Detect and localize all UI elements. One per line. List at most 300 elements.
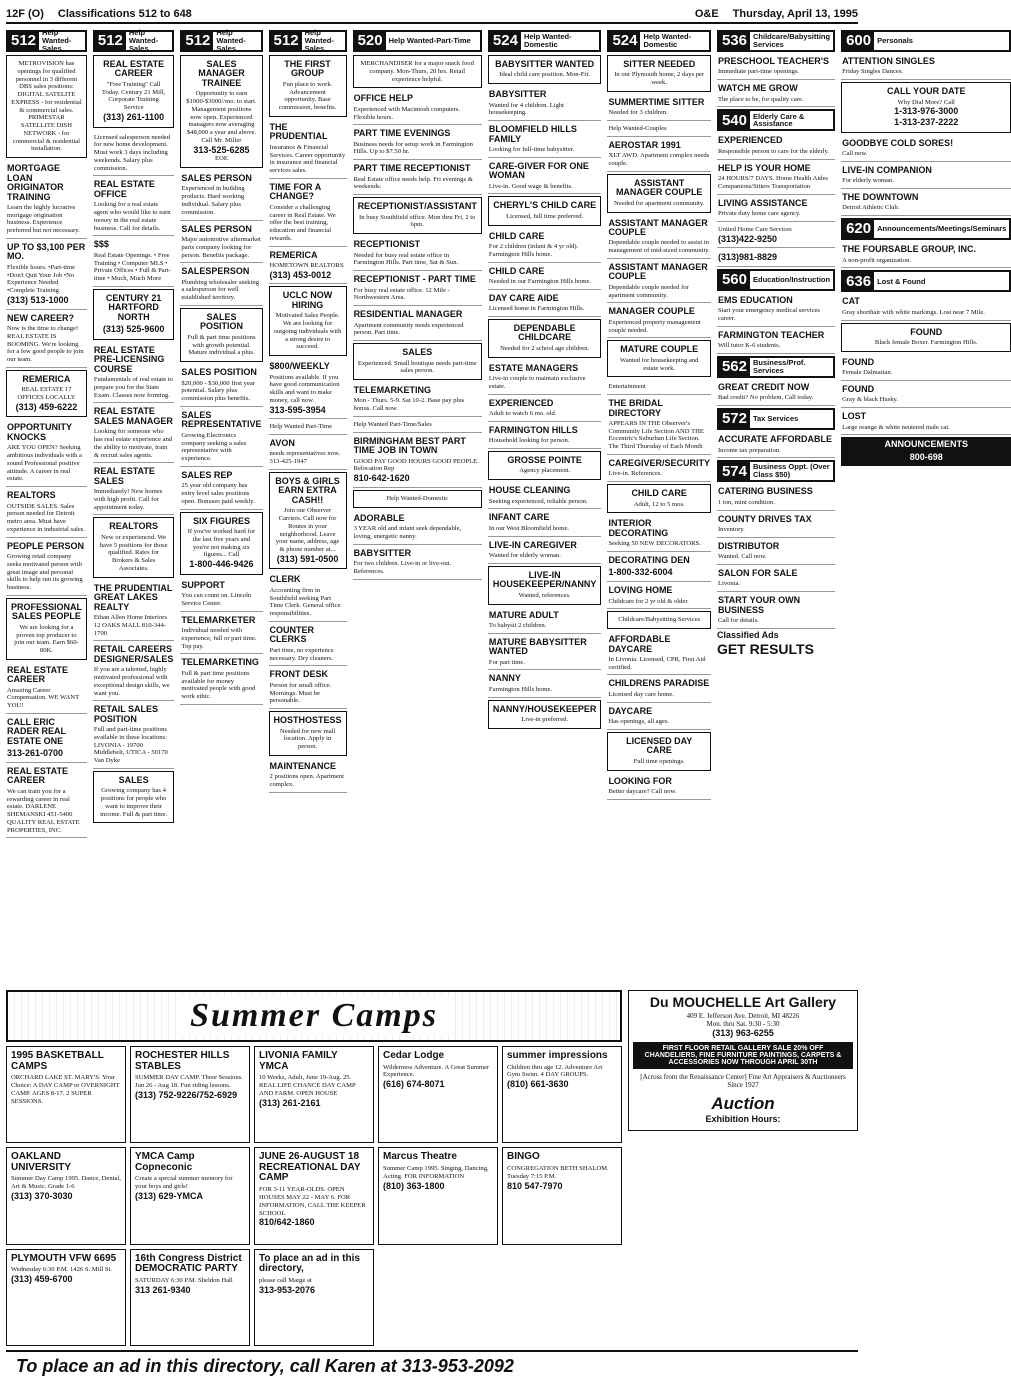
classified-column xyxy=(607,28,711,988)
ad-headline: PROFESSIONAL SALES PEOPLE xyxy=(11,601,83,622)
ad-headline: INTERIOR DECORATING xyxy=(608,518,669,538)
classified-ad xyxy=(488,196,602,225)
classified-ad xyxy=(93,582,175,642)
ad-body: Ideal child care position. Mon-Fri. xyxy=(499,71,591,79)
classified-ad xyxy=(841,191,1011,216)
classified-ad xyxy=(607,484,711,513)
ad-headline: CHILD CARE xyxy=(488,265,545,276)
ad-body: Insurance & Financial Services. Career opportunity in insurance and financial services sales. xyxy=(269,143,346,175)
ad-headline: OPPORTUNITY KNOCKS xyxy=(7,422,72,442)
ad-body: GOOD PAY GOOD HOURS GOOD PEOPLE. Relocation Rep xyxy=(353,457,479,473)
classified-ad xyxy=(607,633,711,675)
ad-headline: DAYCARE xyxy=(608,705,653,716)
ad-headline: CALL ERIC RADER REAL ESTATE ONE xyxy=(7,716,66,746)
ad-headline: CENTURY 21 HARTFORD NORTH xyxy=(105,292,162,322)
classified-ad xyxy=(269,624,347,666)
classified-ad xyxy=(6,664,87,714)
ad-headline: ASSISTANT MANAGER COUPLE xyxy=(615,177,703,198)
ad-body: Entertainment xyxy=(608,383,646,391)
section-header xyxy=(717,408,835,430)
classified-ad xyxy=(488,672,602,697)
ad-body: Positions available. If you have good communication skills and want to make money, call now. xyxy=(269,373,340,404)
ad-headline: DAY CARE AIDE xyxy=(488,292,559,303)
ad-phone: 1-313-976-3000 xyxy=(894,106,959,117)
classified-ad xyxy=(488,123,602,158)
classified-ad xyxy=(180,656,262,705)
camp-headline: LIVONIA FAMILY YMCA xyxy=(259,1050,338,1072)
bingo-phone: 313-953-2076 xyxy=(259,1284,316,1295)
ad-headline: RETAIL SALES POSITION xyxy=(93,704,159,724)
classified-ad xyxy=(180,469,262,510)
classified-ad xyxy=(488,451,602,480)
ad-headline: BIRMINGHAM BEST PART TIME JOB IN TOWN xyxy=(353,435,466,456)
section-number: 572 xyxy=(719,410,750,428)
ad-body: Motivated Sales People. We are looking for outgoing individuals with a strong desire to succeed. xyxy=(273,312,342,351)
ad-headline: GROSSE POINTE xyxy=(507,455,582,466)
ad-headline: RECEPTIONIST xyxy=(353,239,421,250)
ad-body: Looking for someone who has real estate experience and the ability to motivate, train & recruit sales agents. xyxy=(93,428,173,459)
ad-headline: MORTGAGE LOAN ORIGINATOR TRAINING xyxy=(7,163,64,202)
classified-ad xyxy=(488,566,602,605)
section-label: Business Oppt. (Over Class $50) xyxy=(752,462,830,480)
ad-body: Apartment community needs experienced person. Part time. xyxy=(353,321,464,337)
classified-ad xyxy=(607,457,711,482)
section-label: Personals xyxy=(877,36,913,46)
ad-body: Full time openings. xyxy=(633,757,685,765)
classified-ad xyxy=(717,162,835,195)
classified-ad xyxy=(353,238,482,271)
ad-headline: $$$ xyxy=(93,239,109,250)
classified-ad xyxy=(717,329,835,354)
camp-body: 10 Weeks, Adult, June 19-Aug. 25. REAL LIFE CHANCE DAY CAMP AND FARM. OPEN HOUSE xyxy=(259,1074,356,1097)
ad-body: In Livonia. Licensed, CPR, First Aid certified. xyxy=(608,655,706,671)
ad-headline: CHILD CARE xyxy=(631,488,687,499)
ad-body: For 2 children (infant & 4 yr old). Farmington Hills home. xyxy=(488,243,579,258)
classified-ad xyxy=(93,703,175,769)
ad-body: Real Estate Openings. • Free Training • Computer MLS • Private Offices • Full & Part-time • Much, Much More xyxy=(93,251,171,283)
ad-headline: TIME FOR A CHANGE? xyxy=(269,181,321,202)
ad-body: Livonia. xyxy=(717,580,741,588)
classified-ad xyxy=(93,771,175,824)
ad-body: 1 ton, mint condition. xyxy=(717,498,775,506)
ad-headline: LIVE-IN CAREGIVER xyxy=(488,539,577,550)
ad-headline: SALESPERSON xyxy=(181,266,250,277)
ad-body: Licensed, full time preferred. xyxy=(506,212,584,220)
ad-body: Business needs for setup work in Farmington Hills. Up to $7.50 hr. xyxy=(353,140,473,156)
ad-headline: REAL ESTATE SALES xyxy=(93,466,155,486)
ad-headline: LOOKING FOR xyxy=(608,775,672,786)
ad-headline: FOUND xyxy=(842,356,875,367)
camp-headline: BINGO xyxy=(507,1151,540,1163)
ad-headline: CLERK xyxy=(269,574,301,585)
classified-ad xyxy=(488,424,602,449)
ad-body: Help Wanted Part-Time/Sales xyxy=(353,421,432,429)
ad-body: For elderly woman. xyxy=(842,177,894,185)
classified-ad xyxy=(353,512,482,545)
classified-ad xyxy=(269,668,347,709)
ad-headline: CHILD CARE xyxy=(488,230,545,241)
ad-headline: INFANT CARE xyxy=(488,512,550,523)
ad-body: Major automotive aftermarket parts company looking for person. Benefits package. xyxy=(181,235,261,259)
ad-headline: NEW CAREER? xyxy=(7,312,74,323)
camp-phone: (313) 261-2161 xyxy=(259,1097,321,1108)
ad-headline: EMS EDUCATION xyxy=(717,294,793,305)
ad-headline: OFFICE HELP xyxy=(353,93,414,104)
issue-date: Thursday, April 13, 1995 xyxy=(732,8,858,20)
classified-ad xyxy=(607,261,711,303)
ad-headline: REALTORS xyxy=(109,521,158,532)
section-number: 636 xyxy=(843,272,874,290)
page-number: 12F (O) xyxy=(6,8,44,20)
classified-ad xyxy=(717,82,835,107)
camp-ad xyxy=(6,1147,126,1244)
ad-body: Seeking 50 NEW DECORATORS. xyxy=(608,540,701,548)
camp-headline: Marcus Theatre xyxy=(383,1151,457,1163)
ad-headline: CARE-GIVER FOR ONE WOMAN xyxy=(488,160,589,181)
ad-body: OUTSIDE SALES. Sales person needed for Detroit metro area. Must have experience in industrial sales. xyxy=(7,502,85,533)
ad-body: 25 year old company has entry level sales positions open. Bonuses paid weekly. xyxy=(181,482,255,505)
ad-headline: LICENSED DAY CARE xyxy=(626,735,693,756)
ad-body: Detroit Athletic Club. xyxy=(842,204,900,212)
camp-headline: ROCHESTER HILLS STABLES xyxy=(135,1050,230,1072)
section-header xyxy=(717,30,835,52)
ad-headline: FRONT DESK xyxy=(269,669,329,680)
ad-headline: PART TIME RECEPTIONIST xyxy=(353,163,471,174)
ad-body: 24 HOURS/7 DAYS. Home Health Aides Companions/Sitters Transportation xyxy=(717,175,828,190)
ad-body: Live-in preferred. xyxy=(521,715,569,723)
classified-column xyxy=(180,28,262,988)
classified-ad xyxy=(488,230,602,263)
ad-body: You can count on. Lincoln Service Center. xyxy=(181,592,252,607)
ad-body: Help Wanted-Domestic xyxy=(386,494,449,502)
bingo-headline: PLYMOUTH VFW 6695 xyxy=(11,1252,117,1264)
classified-column xyxy=(353,28,482,988)
section-label: Tax Services xyxy=(752,414,799,424)
section-header xyxy=(488,30,602,52)
camp-phone: (616) 674-8071 xyxy=(383,1079,445,1090)
classified-ad xyxy=(488,609,602,634)
classified-ad xyxy=(717,540,835,565)
classified-ad xyxy=(93,132,175,177)
classified-ad xyxy=(269,286,347,356)
ad-body: Farmington Hills home. xyxy=(488,685,553,693)
ad-body: Accounting firm in Southfield seeking Part Time Clerk. General office responsibilities. xyxy=(269,586,341,618)
bingo-body: Wednesday 6:30 P.M. 1426 S. Mill St. xyxy=(11,1266,112,1274)
camp-ad xyxy=(502,1147,622,1244)
ad-body: Needed for 3 children. xyxy=(608,109,668,117)
classified-ad xyxy=(269,760,347,793)
ad-body: Growing Electronics company seeking a sales representative with experience. xyxy=(181,431,247,463)
ad-headline: NANNY/HOUSEKEEPER xyxy=(492,703,597,714)
right-panel xyxy=(628,990,858,1346)
camp-headline: summer impressions xyxy=(507,1050,608,1061)
classified-ad xyxy=(353,547,482,580)
classified-ad xyxy=(717,433,835,458)
ad-headline: ACCURATE AFFORDABLE xyxy=(717,434,832,445)
ad-headline: THE PRUDENTIAL GREAT LAKES REALTY xyxy=(93,582,173,612)
ad-headline: RESIDENTIAL MANAGER xyxy=(353,309,463,320)
ad-headline: CHERYL'S CHILD CARE xyxy=(493,200,597,211)
ad-headline: LIVE-IN HOUSEKEEPER/NANNY xyxy=(492,569,597,590)
classified-ad xyxy=(93,643,175,701)
camp-headline: YMCA Camp Copneconic xyxy=(135,1151,195,1173)
classified-columns xyxy=(6,28,1007,988)
classified-ad xyxy=(6,162,87,239)
ad-body: United Home Care Services xyxy=(717,225,792,233)
classified-ad xyxy=(6,55,87,158)
ad-body: Bad credit? No problem. Call today. xyxy=(717,394,814,402)
classified-column xyxy=(269,28,347,988)
classified-ad xyxy=(607,554,711,582)
classified-ad xyxy=(488,55,602,84)
classified-ad xyxy=(488,397,602,422)
ad-headline: REMERICA xyxy=(269,249,318,260)
announcements-label: ANNOUNCEMENTS xyxy=(884,439,968,450)
classified-ad xyxy=(717,381,835,406)
ad-headline: REAL ESTATE CAREER xyxy=(103,59,165,79)
classified-ad xyxy=(488,700,602,729)
ad-body: Live-in. Good wage & benefits. xyxy=(488,182,573,190)
section-label: Help Wanted-Sales xyxy=(42,28,72,53)
ad-body: Needed for busy real estate office in Farmington Hills. Part time, Sat & Sun. xyxy=(353,251,459,267)
section-number: 512 xyxy=(182,32,213,50)
ad-body: Adult, 12 to 5 mos. xyxy=(633,500,685,508)
section-label: Help Wanted-Part-Time xyxy=(388,36,471,46)
section-label: Childcare/Babysitting Services xyxy=(752,32,831,49)
section-header xyxy=(841,30,1011,52)
section-label: Help Wanted-Sales xyxy=(304,28,334,53)
ad-body: Agency placement. xyxy=(519,467,571,475)
ad-body: Childcare for 2 yr old & older. xyxy=(608,597,689,605)
ad-phone: 1-800-332-6004 xyxy=(608,567,673,578)
ad-headline: START YOUR OWN BUSINESS xyxy=(717,595,801,615)
ad-headline: THE DOWNTOWN xyxy=(842,192,919,203)
ad-headline: FOUND xyxy=(842,384,875,395)
section-number: 600 xyxy=(843,32,874,50)
camp-body: Summer Day Camp 1995. Dance, Dental, Art & Music. Grade 1-6 xyxy=(11,1175,121,1191)
camp-body: CONGREGATION BETH SHALOM. Tuesday 7:15 P.M. xyxy=(507,1164,609,1180)
ad-body: Friday Singles Dances. xyxy=(842,68,904,76)
ad-headline: ASSISTANT MANAGER COUPLE xyxy=(608,261,708,282)
ad-body: Needed for 2 school age children. xyxy=(500,344,590,352)
ad-body: Needed for new mall location. Apply in person. xyxy=(279,727,336,751)
bingo-body: please call Marge at xyxy=(259,1276,312,1284)
ad-body: The place to be, for quality care. xyxy=(717,95,804,103)
ad-body: For part time. xyxy=(488,658,525,666)
ad-body: Growing company has 4 positions for people who want to improve their income. Full & part time. xyxy=(100,787,168,818)
classified-ad xyxy=(269,421,347,435)
section-number: 524 xyxy=(490,32,521,50)
camp-ad xyxy=(378,1046,498,1143)
classified-ad xyxy=(841,164,1011,189)
ad-headline: THE BRIDAL DIRECTORY xyxy=(608,398,663,418)
classified-ad xyxy=(6,598,87,660)
ad-headline: TELEMARKETER xyxy=(181,614,256,625)
camp-phone: (313) 629-YMCA xyxy=(135,1191,204,1202)
ad-headline: MATURE ADULT xyxy=(488,609,559,620)
camp-ad xyxy=(6,1046,126,1143)
ad-headline: PRESCHOOL TEACHER'S xyxy=(717,56,829,66)
ad-headline: $800/WEEKLY xyxy=(269,361,330,372)
ad-body: We are looking for a proven top producer to join our team. Earn $60-80K. xyxy=(14,623,79,655)
section-number: 512 xyxy=(8,32,39,50)
camp-headline: JUNE 26-AUGUST 18 RECREATIONAL DAY CAMP xyxy=(259,1151,361,1184)
ad-body: New or experienced. We have 5 positions for those qualified. Rates for Brokers & Sales Associates. xyxy=(99,533,168,572)
ad-body: REAL ESTATE 17 OFFICES LOCALLY xyxy=(17,386,76,402)
ad-headline: ATTENTION SINGLES xyxy=(842,56,935,66)
ad-headline: ESTATE MANAGERS xyxy=(488,362,579,373)
section-number: 574 xyxy=(719,462,750,480)
ad-body: Flexible hours. •Part-time •Don't Quit Your Job •No Experience Needed •Complete Training xyxy=(7,263,76,295)
ad-body: Why Dial More? Call xyxy=(897,98,955,106)
classified-ad xyxy=(180,308,262,362)
classified-ad xyxy=(353,55,482,88)
ad-body: Licensed home in Farmington Hills. xyxy=(488,305,585,313)
ad-headline: TELEMARKETING xyxy=(353,385,432,396)
mouchelle-tagline: [Across from the Renaissance Center] Fine Art Appraisers & Auctioneers Since 1927 xyxy=(640,1072,846,1089)
ad-headline: CAREGIVER/SECURITY xyxy=(608,458,710,468)
mouchelle-sale-banner xyxy=(633,1042,853,1069)
ad-body: Will tutor K-6 students. xyxy=(717,342,781,350)
classified-ad xyxy=(488,160,602,195)
classified-ad xyxy=(93,405,175,463)
classified-ad xyxy=(488,319,602,358)
section-header xyxy=(6,30,87,52)
ad-headline: LIVING ASSISTANCE xyxy=(717,197,808,208)
ad-body: Wanted, references. xyxy=(518,591,571,599)
ad-headline: ADORABLE xyxy=(353,512,405,523)
classified-ad xyxy=(717,55,835,80)
paper-name: O&E xyxy=(694,8,719,20)
ad-headline: WATCH ME GROW xyxy=(717,83,798,94)
section-number: 560 xyxy=(719,271,750,289)
classified-ad xyxy=(180,265,262,306)
classified-ad xyxy=(269,711,347,756)
classified-ad xyxy=(353,273,482,306)
ad-headline: COUNTER CLERKS xyxy=(269,624,315,645)
ad-headline: THE FOURSABLE GROUP, INC. xyxy=(842,244,976,255)
classified-ad xyxy=(607,174,711,213)
section-number: 540 xyxy=(719,111,750,129)
camp-ad xyxy=(502,1046,622,1143)
classified-ad xyxy=(180,409,262,467)
ad-headline: SALES MANAGER TRAINEE xyxy=(198,59,245,88)
announcements-phone: 800-698 xyxy=(909,451,943,462)
ad-body: Dependable couple needed to assist in management of mid-sized community. xyxy=(608,239,710,255)
get-results-label: GET RESULTS xyxy=(716,641,814,658)
ad-headline: SALES PERSON xyxy=(181,173,252,184)
ad-headline: EXPERIENCED xyxy=(717,135,783,146)
classified-ad xyxy=(488,265,602,290)
camp-ad xyxy=(378,1147,498,1244)
ad-headline: ASSISTANT MANAGER COUPLE xyxy=(608,217,708,237)
section-header xyxy=(607,30,711,52)
ad-headline: FARMINGTON TEACHER xyxy=(717,329,825,340)
ad-headline: AVON xyxy=(269,437,295,448)
classified-ad xyxy=(841,356,1011,381)
classified-ad xyxy=(269,472,347,570)
section-label: Announcements/Meetings/Seminars xyxy=(877,224,1007,234)
classified-ad xyxy=(607,340,711,377)
ad-body: Private duty home care agency. xyxy=(717,210,801,218)
ad-body: Needed for apartment community. xyxy=(614,199,705,207)
classified-ad xyxy=(841,323,1011,352)
classified-ad xyxy=(353,127,482,160)
ad-body: Needed in our Farmington Hills home. xyxy=(488,278,592,286)
classified-ad xyxy=(717,513,835,538)
classified-ad xyxy=(93,344,175,404)
classified-ad xyxy=(841,55,1011,80)
classified-ad xyxy=(488,539,602,564)
ad-body: Experienced property management couple needed. xyxy=(608,318,701,334)
ad-body: Immediately! New homes with high profit. Call for appointment today. xyxy=(93,488,163,511)
ad-body: "Free Training" Call Today. Century 21 Mill, Corporate Training Service xyxy=(101,80,166,112)
ad-body: Start your emergency medical services career. xyxy=(717,307,820,322)
ad-headline: REMERICA xyxy=(22,373,71,384)
ad-body: Fundamentals of real estate to prepare you for the State Exam. Classes now forming. xyxy=(93,376,173,399)
classified-ad xyxy=(269,360,347,419)
ad-headline: FOUND xyxy=(910,326,943,337)
classified-ad xyxy=(180,512,262,575)
section-header xyxy=(717,356,835,378)
classified-ad xyxy=(607,96,711,121)
ad-body: Full & part time positions available for money motivated people with good work ethic. xyxy=(181,669,256,701)
ad-body: needs representatives now. 313-425-1947 xyxy=(269,450,340,466)
ad-body: Looking for a real estate agent who would like to earn money in the real estate business. Call for details. xyxy=(93,201,171,232)
ad-body: Now is the time to change! REAL ESTATE IS BOOMING. We're looking for a few good people to join our team. xyxy=(7,324,84,364)
camp-ad xyxy=(130,1147,250,1244)
classified-ad xyxy=(93,55,175,128)
camp-headline: 1995 BASKETBALL CAMPS xyxy=(11,1050,104,1072)
ad-phone: (313) 459-6222 xyxy=(15,401,78,412)
classified-ad xyxy=(6,421,87,487)
camp-phone: (313) 752-9226/752-6929 xyxy=(135,1089,238,1100)
ad-body: Part time, no experience necessary. Dry cleaners. xyxy=(269,646,334,662)
section-label: Help Wanted-Domestic xyxy=(643,32,692,49)
ad-body: Help Wanted-Couples xyxy=(608,125,667,133)
ad-body: Has openings, all ages. xyxy=(608,718,670,726)
section-number: 536 xyxy=(719,32,750,50)
bingo-box xyxy=(254,1249,374,1346)
camp-phone: (810) 661-3630 xyxy=(507,1079,569,1090)
ad-body: Wanted for 4 children. Light housekeeping. xyxy=(488,101,564,117)
camp-phone: (313) 370-3030 xyxy=(11,1191,73,1202)
ad-body: Better daycare? Call now. xyxy=(608,787,677,795)
ad-body: Household looking for person. xyxy=(488,437,570,445)
classified-ad xyxy=(488,292,602,317)
camp-headline: Cedar Lodge xyxy=(383,1050,445,1061)
ad-phone-2: 1-313-237-2222 xyxy=(894,117,959,128)
ad-body: XLT AWD. Apartment complex needs couple. xyxy=(608,152,710,168)
ad-headline: PART TIME EVENINGS xyxy=(353,128,451,139)
ad-headline: REALTORS xyxy=(7,490,56,501)
ad-headline: DISTRIBUTOR xyxy=(717,540,780,551)
ad-body: Childcare/Babysitting Services xyxy=(618,616,701,624)
classified-ad xyxy=(6,489,87,538)
section-header xyxy=(841,218,1011,240)
ad-headline: BOYS & GIRLS EARN EXTRA CASH!! xyxy=(275,475,340,505)
classified-ad xyxy=(717,485,835,510)
ad-body: Experienced. Small boutique needs part-time sales person. xyxy=(357,359,477,375)
classified-ad xyxy=(607,611,711,629)
classified-ad xyxy=(353,419,482,433)
classified-ad xyxy=(269,573,347,622)
classified-ad xyxy=(717,567,835,592)
bingo-headline: To place an ad in this directory, xyxy=(259,1252,360,1275)
ad-headline: LOVING HOME xyxy=(608,585,673,596)
ad-headline: MATURE COUPLE xyxy=(620,344,699,355)
ad-body: Full & part time positions with growth potential. Mature individual a plus. xyxy=(187,333,256,357)
